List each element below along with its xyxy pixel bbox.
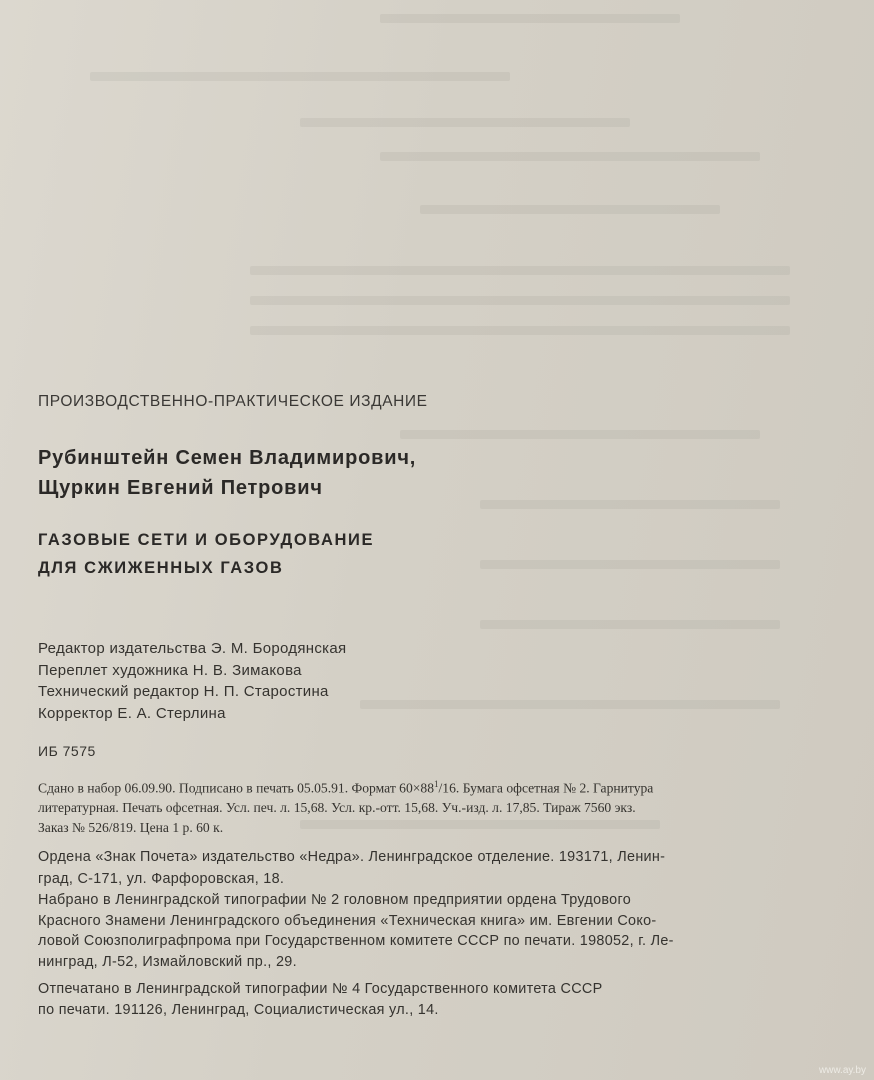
typeset-line-4: нинград, Л-52, Измайловский пр., 29.: [38, 953, 297, 970]
printed-line-1: Отпечатано в Ленинградской типографии № 4 Государственного комитета СССР: [38, 981, 603, 997]
ib-number: ИБ 7575: [38, 743, 96, 759]
tech-line-1-pre: Сдано в набор 06.09.90. Подписано в печать 05.05.91. Формат 60×88: [38, 780, 435, 796]
credit-editor: Редактор издательства Э. М. Бородянская: [38, 640, 347, 657]
publisher-info: [38, 847, 828, 890]
typeset-line-3: ловой Союзполиграфпрома при Государственном комитете СССР по печати. 198052, г. Ле-: [38, 933, 674, 949]
tech-line-2: литературная. Печать офсетная. Усл. печ. л. 15,68. Усл. кр.-отт. 15,68. Уч.-изд. л. 17,85. Тираж 7560 экз.: [38, 800, 636, 816]
tech-line-1: [38, 775, 828, 798]
credits: [38, 638, 828, 724]
credit-tech-editor: Технический редактор Н. П. Старостина: [38, 683, 329, 700]
format-superscript: 1: [434, 779, 439, 789]
technical-specs: [38, 775, 828, 837]
publisher-line-2: град, С-171, ул. Фарфоровская, 18.: [38, 870, 285, 887]
typeset-line-1: Набрано в Ленинградской типографии № 2 головном предприятии ордена Трудового: [38, 892, 632, 908]
edition-type: ПРОИЗВОДСТВЕННО-ПРАКТИЧЕСКОЕ ИЗДАНИЕ: [38, 393, 428, 410]
printed-info: [38, 979, 828, 1020]
typeset-line-2: Красного Знамени Ленинградского объединения «Техническая книга» им. Евгении Соко-: [38, 912, 657, 929]
tech-line-1-post: /16. Бумага офсетная № 2. Гарнитура: [438, 780, 654, 796]
typeset-info: [38, 890, 828, 972]
author-2: Щуркин Евгений Петрович: [38, 477, 323, 499]
author-1: Рубинштейн Семен Владимирович,: [38, 447, 417, 469]
credit-binding-artist: Переплет художника Н. В. Зимакова: [38, 661, 302, 679]
credit-proofreader: Корректор Е. А. Стерлина: [38, 704, 226, 722]
tech-line-3: Заказ № 526/819. Цена 1 р. 60 к.: [38, 819, 224, 835]
authors: [38, 443, 828, 503]
book-title: [38, 526, 828, 582]
site-watermark: www.ay.by: [818, 1065, 866, 1076]
publisher-line-1: Ордена «Знак Почета» издательство «Недра». Ленинградское отделение. 193171, Ленин-: [38, 849, 666, 865]
printed-line-2: по печати. 191126, Ленинград, Социалистическая ул., 14.: [38, 1001, 439, 1018]
title-line-2: ДЛЯ СЖИЖЕННЫХ ГАЗОВ: [38, 559, 284, 577]
title-line-1: ГАЗОВЫЕ СЕТИ И ОБОРУДОВАНИЕ: [38, 531, 375, 549]
